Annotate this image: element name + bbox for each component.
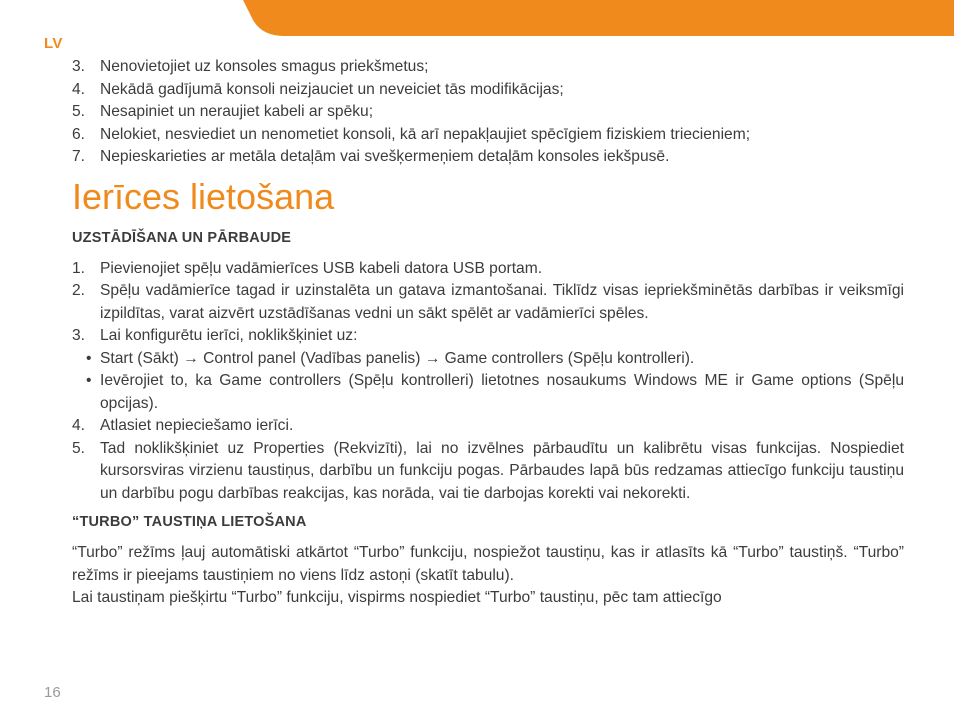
safety-list (72, 56, 904, 169)
turbo-paragraph: “Turbo” režīms ļauj automātiski atkārtot “Turbo” funkciju, nospiežot taustiņu, kas ir atlasīts kā “Turbo” taustiņš. “Turbo” režīms ir pieejams taustiņiem no viens līdz astoņi (skatīt tabulu). (72, 544, 904, 584)
setup-steps-list (72, 258, 904, 348)
turbo-paragraph: Lai taustiņam piešķirtu “Turbo” funkciju, vispirms nospiediet “Turbo” taustiņu, pēc tam attiecīgo (72, 589, 722, 606)
section-title: Ierīces lietošana (72, 175, 335, 217)
list-item: 5. Tad noklikšķiniet uz Properties (Rekvizīti), lai no izvēlnes pārbaudītu un kalibrētu visas funkcijas. Nospiediet kursorsviras virzienu taustiņus, darbību un funkciju pogas. Pārbaudes lapā būs redzamas attiecīgo funkciju taustiņu un darbību pogu darbības reakcijas, kas norāda, vai tie darbojas korekti vai nekorekti. (72, 439, 904, 502)
setup-steps-list-continued (72, 415, 904, 505)
list-item: 3. Nenovietojiet uz konsoles smagus priekšmetus; (72, 58, 429, 75)
list-item: 4. Nekādā gadījumā konsoli neizjauciet un neveiciet tās modifikācijas; (72, 80, 564, 98)
language-tag: LV (44, 35, 63, 52)
list-item: 3. Lai konfigurētu ierīci, noklikšķiniet uz: (72, 327, 358, 344)
list-item: 7. Nepieskarieties ar metāla detaļām vai svešķermeņiem detaļām konsoles iekšpusē. (72, 148, 670, 165)
subheading-turbo: “TURBO” TAUSTIŅA LIETOŠANA (72, 514, 307, 530)
bullet-item: • Start (Sākt) → Control panel (Vadības panelis) → Game controllers (Spēļu kontrolleri). (86, 349, 695, 367)
list-item: 1. Pievienojiet spēļu vadāmierīces USB kabeli datora USB portam. (72, 259, 543, 277)
list-item: 5. Nesapiniet un neraujiet kabeli ar spēku; (72, 103, 374, 120)
list-item: 2. Spēļu vadāmierīce tagad ir uzinstalēta un gatava izmantošanai. Tiklīdz visas iepriekšminētās darbības ir veiksmīgi izpildītas, varat aizvērt uzstādīšanas vedni un sākt spēlēt ar vadāmierīci spēles. (72, 282, 904, 322)
orange-header-banner (0, 0, 954, 36)
bullet-item: • Ievērojiet to, ka Game controllers (Spēļu kontrolleri) lietotnes nosaukums Windows ME ir Game options (Spēļu opcijas). (86, 372, 904, 412)
config-path-bullets (72, 348, 904, 416)
page-number: 16 (44, 684, 61, 701)
page-content (72, 56, 904, 610)
subheading-setup: UZSTĀDĪŠANA UN PĀRBAUDE (72, 229, 292, 246)
list-item: 4. Atlasiet nepieciešamo ierīci. (72, 417, 294, 434)
list-item: 6. Nelokiet, nesviediet un nenometiet konsoli, kā arī nepakļaujiet spēcīgiem fiziskiem triecieniem; (72, 125, 751, 143)
